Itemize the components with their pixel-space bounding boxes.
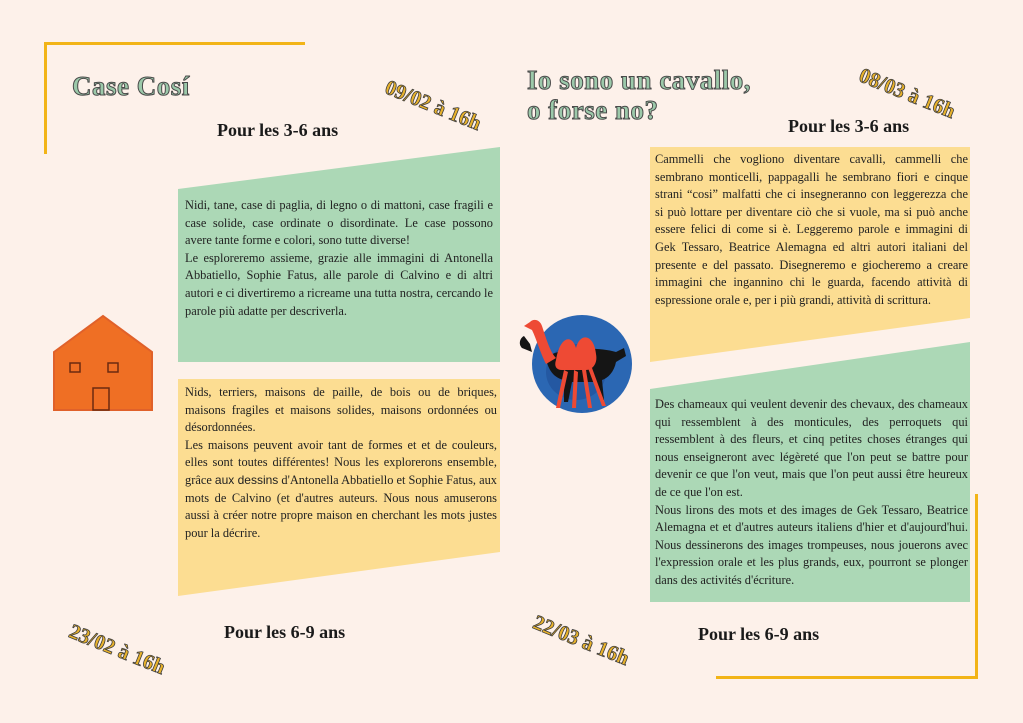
left-italian-paragraph: Nidi, tane, case di paglia, di legno o di mattoni, case fragili e case solide, case ordinate o disordinate. Le case possono avere tante forme e colori, sono tutte diverse! <box>185 198 493 248</box>
right-italian-paragraph: Cammelli che vogliono diventare cavalli, cammelli che sembrano monticelli, pappagalli he sembrano fiori e cinque strani “cosi” malfatti che ci insegneranno con leggerezza che si può lottare per diventare ciò che si vuole, ma si può anche essere felici di come si è. Leggeremo parole e immagini di Gek Tessaro, Beatrice Alemagna ed altri autori italiani del presente e del passato. Disegneremo e giocheremo a creare immagini che ingannino chi le guarda, facendo attività di espressione orale e, per i più grandi, attività di scrittura. <box>655 152 968 307</box>
right-date-bottom: 22/03 à 16h <box>529 609 633 671</box>
left-age-top: Pour les 3-6 ans <box>217 120 339 140</box>
right-french-text <box>655 396 968 590</box>
left-french-body <box>185 437 497 543</box>
left-french-highlight: aux dessins <box>214 472 279 487</box>
left-french-body-part: Les maisons peuvent avoir tant de formes et et de couleurs, elles sont toutes différentes! Nous les explorerons ensemble, grâce <box>185 437 497 487</box>
left-age-bottom: Pour les 6-9 ans <box>224 622 346 642</box>
right-title-line2: o forse no? <box>527 95 659 125</box>
right-italian-text <box>655 151 968 309</box>
right-date-top: 08/03 à 16h <box>855 62 959 124</box>
left-french-intro: Nids, terriers, maisons de paille, de bois ou de briques, maisons fragiles et maisons solides, maisons ordonnées ou désordonnées. <box>185 385 497 435</box>
right-age-bottom: Pour les 6-9 ans <box>698 624 820 644</box>
right-title <box>527 65 751 125</box>
right-title-line1: Io sono un cavallo, <box>527 65 752 95</box>
camel-horse-icon <box>516 308 634 416</box>
left-date-top: 09/02 à 16h <box>381 74 485 136</box>
right-french-paragraph: Nous lirons des mots et des images de Gek Tessaro, Beatrice Alemagna et et d'autres auteurs italiens d'hier et d'aujourd'hui. Nous dessinerons des images trompeuses, nous jouerons avec l'expression orale et les plus grands, eux, pourront se plonger dans des activités d'écriture. <box>655 502 968 587</box>
left-title: Case Cosí <box>72 71 190 101</box>
left-italian-paragraph: Le esploreremo assieme, grazie alle immagini di Antonella Abbatiello, Sophie Fatus, alle parole di Calvino e di altri autori e ci divertiremo a ricreame una tutta nostra, cercando le parole più adatte per descriverla. <box>185 250 493 318</box>
left-french-text <box>185 384 497 542</box>
left-italian-text <box>185 197 493 320</box>
left-date-bottom: 23/02 à 16h <box>65 618 169 680</box>
house-icon <box>52 314 154 412</box>
right-age-top: Pour les 3-6 ans <box>788 116 910 136</box>
right-french-paragraph: Des chameaux qui veulent devenir des chevaux, des chameaux qui ressemblent à des monticules, des perroquets qui ressemblent à des fleurs, et cinq petites choses étranges qui nous enseigneront avec légèreté que l'on peut se battre pour devenir ce que l'on veut, mais que l'on peut aussi être heureux de ce que l'on est. <box>655 397 968 499</box>
left-french-body-part: d'Antonella Abbatiello et Sophie Fatus, aux mots de Calvino (et d'autres auteurs. Nous nous amuserons aussi à créer notre propre maison en cherchant les mots justes pour la décrire. <box>185 472 497 540</box>
